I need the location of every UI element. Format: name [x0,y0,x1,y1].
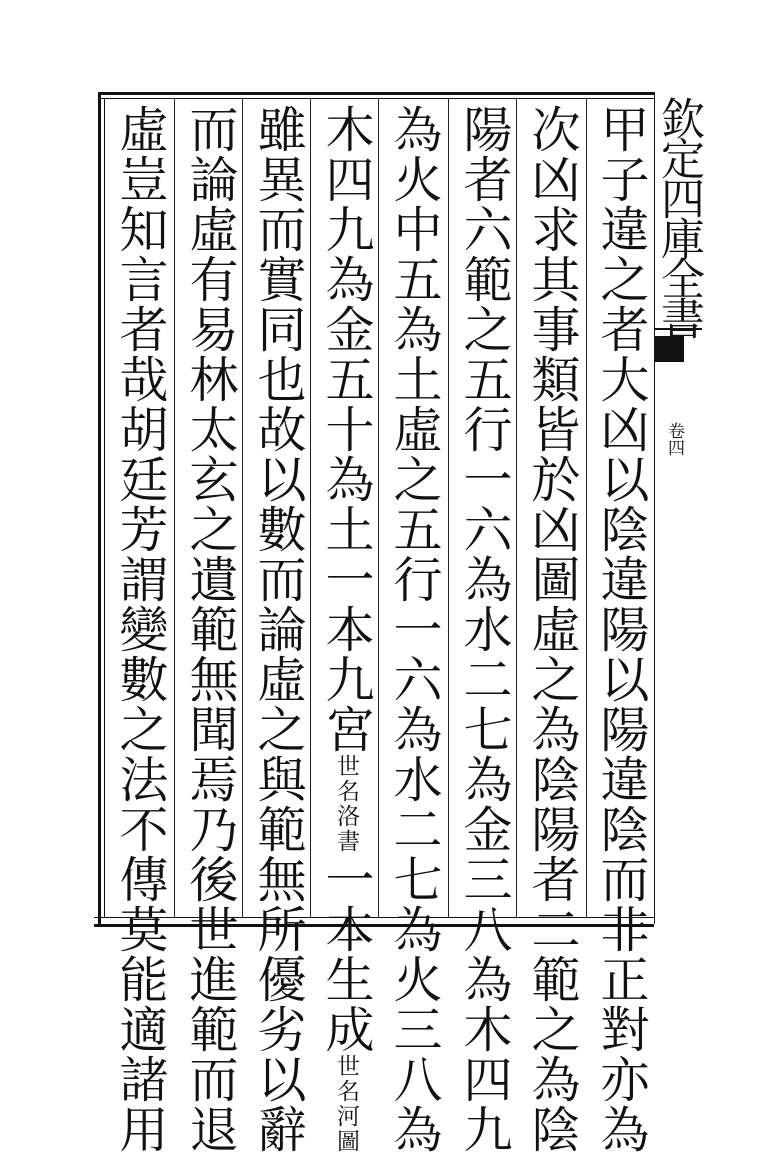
volume-label: 卷四 [664,422,684,456]
note-1-line-2: 洛書 [333,804,359,854]
note-1-line-1: 世名 [333,754,359,804]
note-2-line-2: 河圖 [333,1104,359,1154]
frame-left-border [98,92,101,924]
fish-tail-mark [654,336,684,362]
text-column-4: 為火中五為土虛之五行一六為水二七為火三八為 [386,104,443,1154]
text-column-1: 甲子違之者大凶以陰違陽以陽違陰而非正對亦為 [593,104,650,1154]
column-5-text-b: 一本生成 [318,854,375,1054]
book-title: 欽定四庫全書 [653,96,704,336]
interlinear-note-1 [313,754,379,854]
column-rule [174,98,175,918]
text-column-7: 而論虛有易林太玄之遺範無聞焉乃後世進範而退 [182,104,239,1154]
text-column-5 [313,104,379,1154]
margin-divider [654,328,702,330]
frame-top-inner-border [98,98,654,99]
text-column-3: 陽者六範之五行一六為水二七為金三八為木四九 [456,104,513,1154]
note-2-line-1: 世名 [333,1054,359,1104]
column-5-text-a: 木四九為金五十為土一本九宮 [318,104,375,754]
column-rule [448,98,449,918]
interlinear-note-2 [313,1054,379,1154]
column-rule [586,98,587,918]
frame-left-inner-border [104,98,105,918]
frame-top-border [98,92,654,95]
book-margin [654,92,724,924]
text-column-2: 次凶求其事類皆於凶圖虛之為陰陽者二範之為陰 [524,104,581,1154]
text-column-6: 雖異而實同也故以數而論虛之與範無所優劣以辭 [250,104,307,1154]
text-column-8: 虛豈知言者哉胡廷芳謂變數之法不傳莫能適諸用 [112,104,169,1154]
